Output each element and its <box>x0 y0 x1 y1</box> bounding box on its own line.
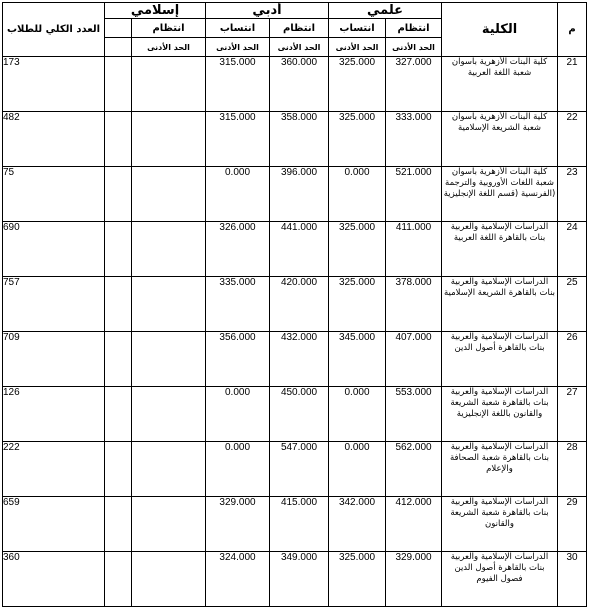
college-line: شعبة الشريعة الإسلامية <box>457 123 542 133</box>
science-regular-cell: 412.000 <box>386 497 442 552</box>
islamic-blank-cell <box>105 167 132 222</box>
serial-cell: 30 <box>558 552 587 607</box>
college-cell <box>442 222 558 277</box>
total-cell: 222 <box>3 442 105 497</box>
literary-affiliation-cell: 326.000 <box>206 222 270 277</box>
college-line: الدراسات الإسلامية والعربية <box>450 277 549 287</box>
literary-regular-cell: 360.000 <box>270 57 329 112</box>
total-cell: 75 <box>3 167 105 222</box>
college-line: كلية البنات الأزهرية بأسوان <box>451 57 548 67</box>
college-line: الدراسات الإسلامية والعربية <box>450 222 549 232</box>
header-science: علمي <box>329 3 442 19</box>
table-row <box>3 552 587 607</box>
islamic-blank-cell <box>105 387 132 442</box>
islamic-regular-cell <box>132 57 206 112</box>
literary-regular-cell: 450.000 <box>270 387 329 442</box>
table-row <box>3 112 587 167</box>
college-cell <box>442 167 558 222</box>
total-cell: 482 <box>3 112 105 167</box>
college-line: كلية البنات الأزهرية بأسوان <box>451 167 548 177</box>
serial-cell: 29 <box>558 497 587 552</box>
total-cell: 126 <box>3 387 105 442</box>
science-regular-cell: 329.000 <box>386 552 442 607</box>
islamic-blank-cell <box>105 442 132 497</box>
science-affiliation-cell: 325.000 <box>329 222 386 277</box>
science-affiliation-cell: 345.000 <box>329 332 386 387</box>
table-row <box>3 222 587 277</box>
literary-regular-cell: 547.000 <box>270 442 329 497</box>
college-cell <box>442 332 558 387</box>
literary-regular-cell: 358.000 <box>270 112 329 167</box>
literary-affiliation-cell: 356.000 <box>206 332 270 387</box>
total-cell: 659 <box>3 497 105 552</box>
serial-cell: 25 <box>558 277 587 332</box>
table-row <box>3 442 587 497</box>
science-regular-cell: 521.000 <box>386 167 442 222</box>
literary-regular-cell: 349.000 <box>270 552 329 607</box>
islamic-regular-cell <box>132 387 206 442</box>
literary-affiliation-cell: 324.000 <box>206 552 270 607</box>
college-line: والإعلام <box>486 464 513 474</box>
serial-cell: 22 <box>558 112 587 167</box>
college-cell <box>442 57 558 112</box>
college-line: بنات بالقاهرة شعبة الشريعة <box>450 508 549 518</box>
header-islamic-regular-min: الحد الأدنى <box>132 38 206 57</box>
header-literary: أدبي <box>206 3 329 19</box>
serial-cell: 21 <box>558 57 587 112</box>
table-row <box>3 387 587 442</box>
college-line: بنات بالقاهرة أصول الدين <box>454 563 545 573</box>
science-affiliation-cell: 325.000 <box>329 277 386 332</box>
header-islamic-regular: انتظام <box>132 19 206 38</box>
science-regular-cell: 553.000 <box>386 387 442 442</box>
science-regular-cell: 411.000 <box>386 222 442 277</box>
college-line: (الفرنسية (قسم اللغة الإنجليزية <box>443 189 556 199</box>
serial-cell: 24 <box>558 222 587 277</box>
college-line: بنات بالقاهرة أصول الدين <box>454 343 545 353</box>
science-affiliation-cell: 342.000 <box>329 497 386 552</box>
islamic-regular-cell <box>132 442 206 497</box>
literary-affiliation-cell: 0.000 <box>206 442 270 497</box>
college-line: بنات بالقاهرة شعبة الشريعة <box>450 398 549 408</box>
islamic-blank-cell <box>105 497 132 552</box>
science-affiliation-cell: 0.000 <box>329 387 386 442</box>
islamic-blank-cell <box>105 112 132 167</box>
college-line: الدراسات الإسلامية والعربية <box>450 387 549 397</box>
literary-affiliation-cell: 315.000 <box>206 57 270 112</box>
science-regular-cell: 562.000 <box>386 442 442 497</box>
islamic-regular-cell <box>132 277 206 332</box>
serial-cell: 27 <box>558 387 587 442</box>
islamic-blank-cell <box>105 552 132 607</box>
college-line: الدراسات الإسلامية والعربية <box>450 497 549 507</box>
table-row <box>3 277 587 332</box>
islamic-regular-cell <box>132 552 206 607</box>
college-line: بنات بالقاهرة الشريعة الإسلامية <box>444 288 556 298</box>
serial-cell: 28 <box>558 442 587 497</box>
header-islamic: إسلامي <box>105 3 206 19</box>
table-row <box>3 332 587 387</box>
college-line: كلية البنات الأزهرية بأسوان <box>451 112 548 122</box>
serial-cell: 26 <box>558 332 587 387</box>
science-regular-cell: 407.000 <box>386 332 442 387</box>
islamic-regular-cell <box>132 112 206 167</box>
table-row <box>3 167 587 222</box>
literary-affiliation-cell: 0.000 <box>206 167 270 222</box>
admission-table <box>2 2 587 607</box>
header-islamic-blank-min <box>105 38 132 57</box>
science-regular-cell: 327.000 <box>386 57 442 112</box>
literary-affiliation-cell: 315.000 <box>206 112 270 167</box>
islamic-blank-cell <box>105 332 132 387</box>
header-literary-regular-min: الحد الأدنى <box>270 38 329 57</box>
islamic-regular-cell <box>132 332 206 387</box>
header-science-affiliation-min: الحد الأدنى <box>329 38 386 57</box>
islamic-regular-cell <box>132 497 206 552</box>
college-cell <box>442 387 558 442</box>
college-line: بنات بالقاهرة اللغة العربية <box>453 233 546 243</box>
literary-affiliation-cell: 0.000 <box>206 387 270 442</box>
literary-regular-cell: 432.000 <box>270 332 329 387</box>
college-line: بنات بالقاهرة شعبة الصحافة <box>449 453 550 463</box>
science-affiliation-cell: 325.000 <box>329 552 386 607</box>
college-line: شعبة اللغات الأوروبية والترجمة <box>445 178 554 188</box>
literary-regular-cell: 420.000 <box>270 277 329 332</box>
college-line: الدراسات الإسلامية والعربية <box>450 442 549 452</box>
college-line: الدراسات الإسلامية والعربية <box>450 552 549 562</box>
header-science-affiliation: انتساب <box>329 19 386 38</box>
header-science-regular: انتظام <box>386 19 442 38</box>
total-cell: 690 <box>3 222 105 277</box>
literary-regular-cell: 441.000 <box>270 222 329 277</box>
table-row <box>3 497 587 552</box>
college-cell <box>442 277 558 332</box>
header-serial: م <box>558 3 587 57</box>
science-affiliation-cell: 325.000 <box>329 112 386 167</box>
header-literary-regular: انتظام <box>270 19 329 38</box>
college-cell <box>442 442 558 497</box>
islamic-regular-cell <box>132 167 206 222</box>
islamic-blank-cell <box>105 57 132 112</box>
islamic-regular-cell <box>132 222 206 277</box>
literary-affiliation-cell: 335.000 <box>206 277 270 332</box>
serial-cell: 23 <box>558 167 587 222</box>
header-total: العدد الكلي للطلاب <box>3 3 105 57</box>
science-affiliation-cell: 0.000 <box>329 442 386 497</box>
header-literary-affiliation: انتساب <box>206 19 270 38</box>
science-affiliation-cell: 0.000 <box>329 167 386 222</box>
header-science-regular-min: الحد الأدنى <box>386 38 442 57</box>
total-cell: 173 <box>3 57 105 112</box>
table-row <box>3 57 587 112</box>
college-cell <box>442 497 558 552</box>
total-cell: 757 <box>3 277 105 332</box>
islamic-blank-cell <box>105 277 132 332</box>
header-literary-affiliation-min: الحد الأدنى <box>206 38 270 57</box>
header-islamic-blank <box>105 19 132 38</box>
college-line: الدراسات الإسلامية والعربية <box>450 332 549 342</box>
total-cell: 709 <box>3 332 105 387</box>
college-cell <box>442 112 558 167</box>
total-cell: 360 <box>3 552 105 607</box>
literary-affiliation-cell: 329.000 <box>206 497 270 552</box>
table-body <box>3 57 587 607</box>
college-line: والقانون <box>485 519 514 529</box>
islamic-blank-cell <box>105 222 132 277</box>
science-regular-cell: 378.000 <box>386 277 442 332</box>
college-line: شعبة اللغة العربية <box>467 68 532 78</box>
science-regular-cell: 333.000 <box>386 112 442 167</box>
science-affiliation-cell: 325.000 <box>329 57 386 112</box>
college-cell <box>442 552 558 607</box>
literary-regular-cell: 396.000 <box>270 167 329 222</box>
college-line: فصول الفيوم <box>476 574 523 584</box>
literary-regular-cell: 415.000 <box>270 497 329 552</box>
college-line: والقانون باللغة الإنجليزية <box>456 409 543 419</box>
header-college: الكلية <box>442 3 558 57</box>
